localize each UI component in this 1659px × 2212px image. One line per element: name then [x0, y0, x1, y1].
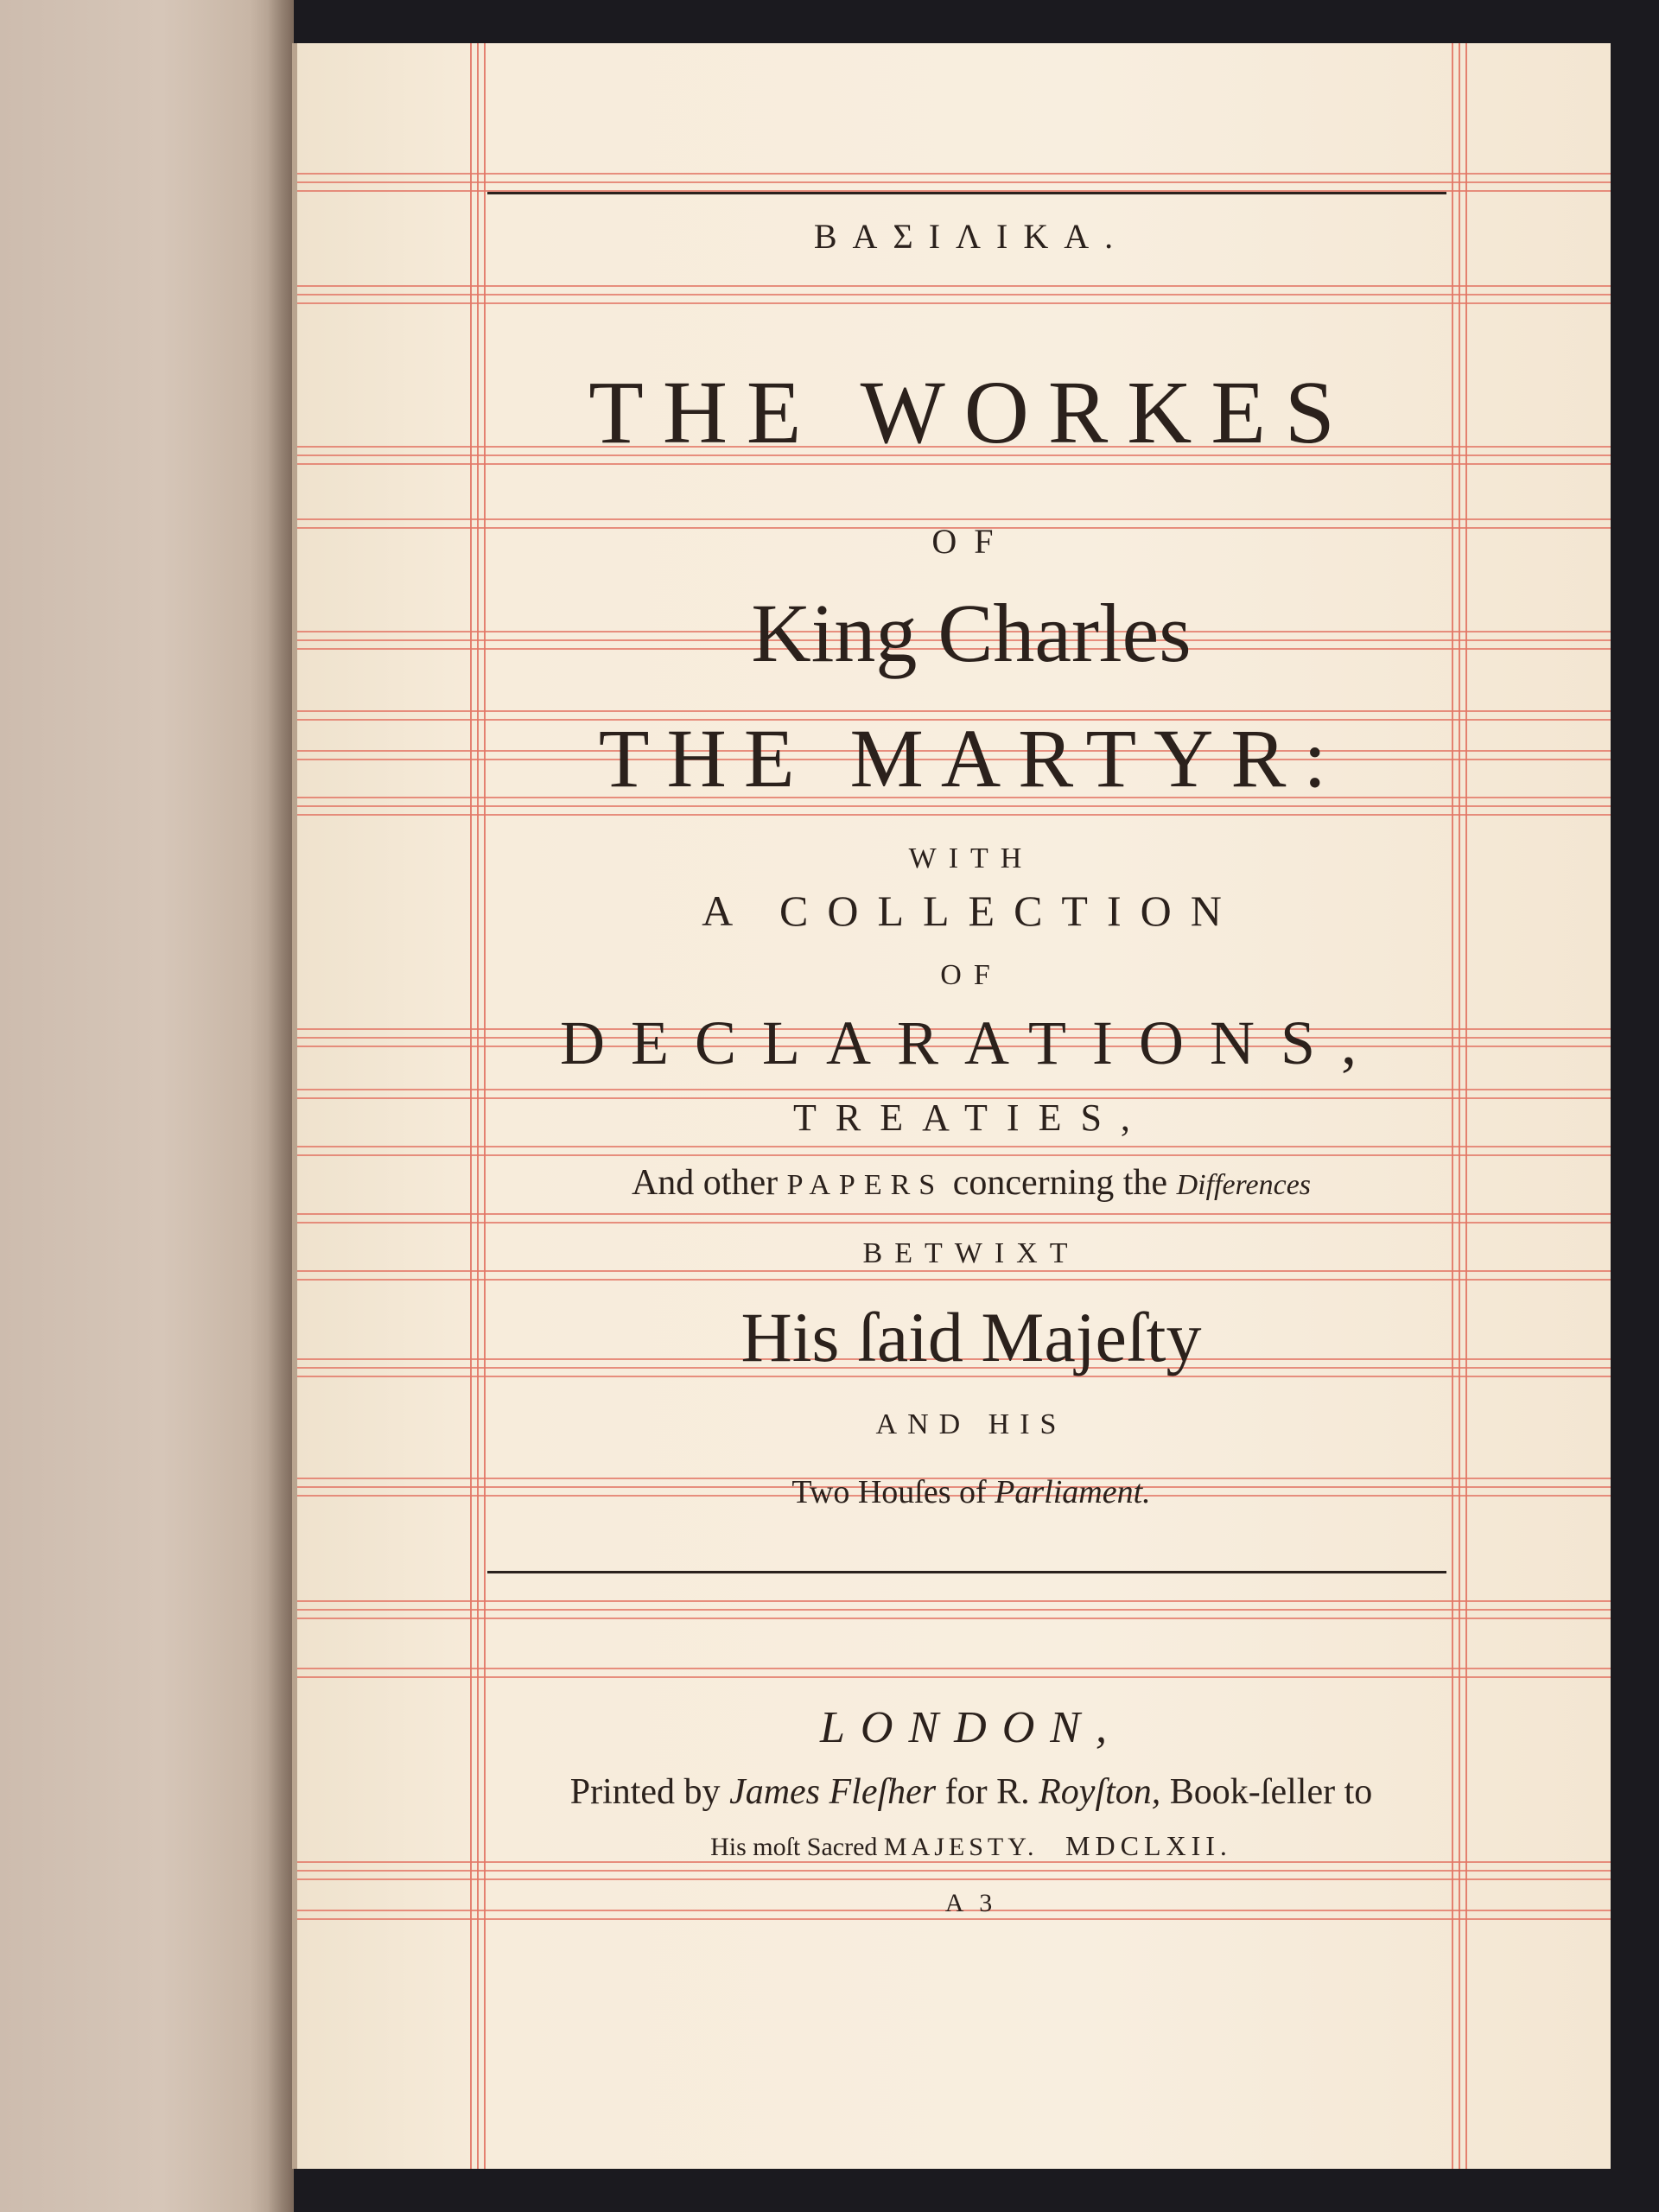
ruled-line-horizontal — [297, 814, 1611, 816]
ruled-line-vertical — [1459, 43, 1460, 2169]
printer-name: James Fleſher — [729, 1772, 937, 1812]
ruled-line-horizontal — [297, 1154, 1611, 1156]
papers-pre: And other — [631, 1163, 779, 1203]
imprint-sacred-line — [496, 1830, 1446, 1862]
ruled-line-horizontal — [297, 285, 1611, 287]
papers-word: PAPERS — [786, 1169, 944, 1201]
ruled-line-horizontal — [297, 1146, 1611, 1147]
ruled-line-horizontal — [297, 294, 1611, 296]
title-page — [292, 43, 1611, 2169]
sacred-pre: His moſt Sacred — [710, 1833, 878, 1861]
ruled-line-horizontal — [297, 1618, 1611, 1619]
ruled-line-horizontal — [297, 463, 1611, 465]
bookseller-name: Royſton, — [1039, 1772, 1161, 1812]
imprint-city: LONDON, — [820, 1703, 1122, 1752]
ruled-line-horizontal — [297, 181, 1611, 183]
signature-mark: A 3 — [944, 1889, 998, 1917]
ruled-line-horizontal — [297, 805, 1611, 807]
papers-mid: concerning the — [952, 1163, 1168, 1203]
ruled-line-horizontal — [297, 1918, 1611, 1920]
ruled-line-vertical — [1465, 43, 1467, 2169]
subtitle-houses-line — [496, 1473, 1446, 1511]
houses-italic: Parliament. — [995, 1474, 1151, 1510]
subtitle-majesty: His ſaid Majeſty — [741, 1298, 1202, 1376]
ruled-line-horizontal — [297, 173, 1611, 175]
imprint-year: MDCLXII. — [1065, 1830, 1232, 1861]
ruled-line-horizontal — [297, 1222, 1611, 1224]
main-title-line-3: THE MARTYR: — [598, 712, 1344, 804]
subtitle-declarations: DECLARATIONS, — [559, 1008, 1382, 1077]
subtitle-papers-line — [496, 1162, 1446, 1204]
ruled-line-horizontal — [297, 1600, 1611, 1602]
houses-pre: Two Houſes of — [791, 1474, 987, 1510]
ruled-line-horizontal — [297, 1668, 1611, 1669]
printed-mid: for R. — [944, 1772, 1030, 1812]
sacred-word: MAJESTY. — [883, 1833, 1039, 1861]
ruled-line-vertical — [484, 43, 486, 2169]
ruled-line-horizontal — [297, 1609, 1611, 1611]
title-of: OF — [931, 522, 1011, 561]
imprint-printed-line — [496, 1771, 1446, 1813]
subtitle-and-his: AND HIS — [875, 1408, 1067, 1440]
ruled-line-horizontal — [297, 518, 1611, 520]
ruled-line-vertical — [1452, 43, 1453, 2169]
printed-pre: Printed by — [569, 1772, 721, 1812]
ruled-line-horizontal — [297, 302, 1611, 304]
facing-blank-page — [0, 0, 294, 2212]
ruled-line-vertical — [477, 43, 479, 2169]
subtitle-betwixt: BETWIXT — [862, 1237, 1080, 1269]
subtitle-collection: A COLLECTION — [702, 887, 1241, 935]
printed-post: Book-ſeller to — [1169, 1772, 1373, 1812]
main-title-line-1: THE WORKES — [588, 363, 1354, 462]
ruled-line-horizontal — [297, 1676, 1611, 1678]
ruled-line-horizontal — [297, 1213, 1611, 1215]
printed-rule-top — [487, 192, 1446, 194]
subtitle-of: OF — [940, 959, 1002, 991]
ruled-line-horizontal — [297, 1878, 1611, 1880]
main-title-line-2: King Charles — [751, 587, 1192, 679]
printed-rule-bottom — [487, 1571, 1446, 1573]
subtitle-with: WITH — [908, 842, 1034, 874]
papers-italic: Differences — [1176, 1169, 1312, 1201]
ruled-line-horizontal — [297, 1270, 1611, 1272]
ruled-line-vertical — [470, 43, 472, 2169]
subtitle-treaties: TREATIES, — [793, 1096, 1149, 1139]
greek-title: ΒΑΣΙΛΙΚΑ. — [813, 217, 1129, 256]
ruled-line-horizontal — [297, 1089, 1611, 1090]
ruled-line-horizontal — [297, 1279, 1611, 1281]
ruled-line-horizontal — [297, 1870, 1611, 1872]
gutter-shadow — [268, 0, 294, 2212]
